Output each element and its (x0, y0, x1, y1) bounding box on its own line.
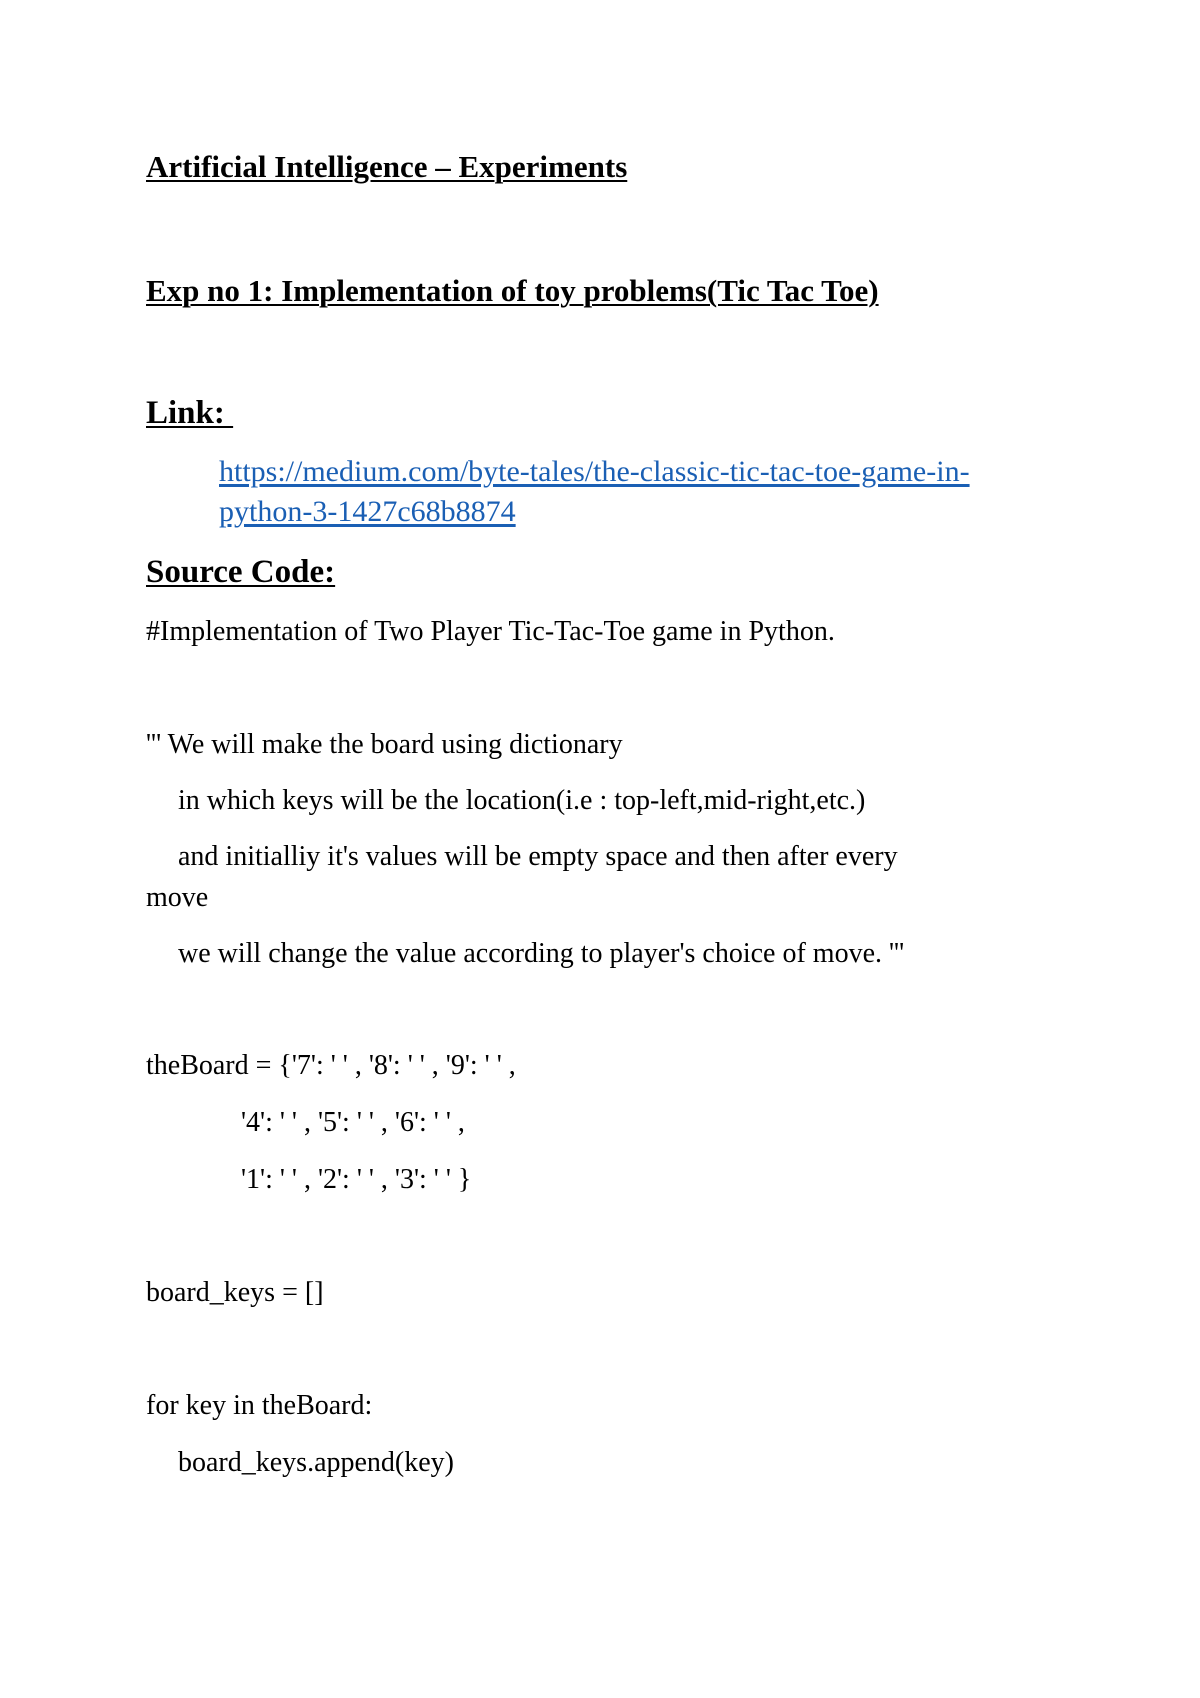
medium-link-line-1[interactable]: https://medium.com/byte-tales/the-classic-tic-tac-toe-game-in- (219, 455, 970, 488)
for-loop-line: for key in theBoard: (146, 1390, 373, 1421)
board-dict-line-3: '1': ' ' , '2': ' ' , '3': ' ' } (241, 1164, 472, 1195)
docstring-line-3-wrap: move (146, 882, 209, 913)
docstring-line-3: and initialliy it's values will be empty space and then after every (178, 841, 898, 872)
link-heading: Link: (146, 395, 234, 431)
board-dict-line-1: theBoard = {'7': ' ' , '8': ' ' , '9': ' ' , (146, 1050, 516, 1081)
medium-link-line-2[interactable]: python-3-1427c68b8874 (219, 495, 516, 528)
docstring-line-1: ''' We will make the board using dictionary (146, 729, 623, 760)
experiment-heading: Exp no 1: Implementation of toy problems(Tic Tac Toe) (146, 273, 879, 308)
board-keys-init: board_keys = [] (146, 1277, 324, 1308)
append-line: board_keys.append(key) (178, 1447, 455, 1478)
docstring-line-2: in which keys will be the location(i.e : top-left,mid-right,etc.) (178, 785, 866, 816)
source-code-heading: Source Code: (146, 554, 336, 590)
code-comment: #Implementation of Two Player Tic-Tac-Toe game in Python. (146, 616, 835, 647)
docstring-line-4: we will change the value according to player's choice of move. ''' (178, 938, 905, 969)
document-title: Artificial Intelligence – Experiments (146, 149, 628, 184)
board-dict-line-2: '4': ' ' , '5': ' ' , '6': ' ' , (241, 1107, 465, 1138)
